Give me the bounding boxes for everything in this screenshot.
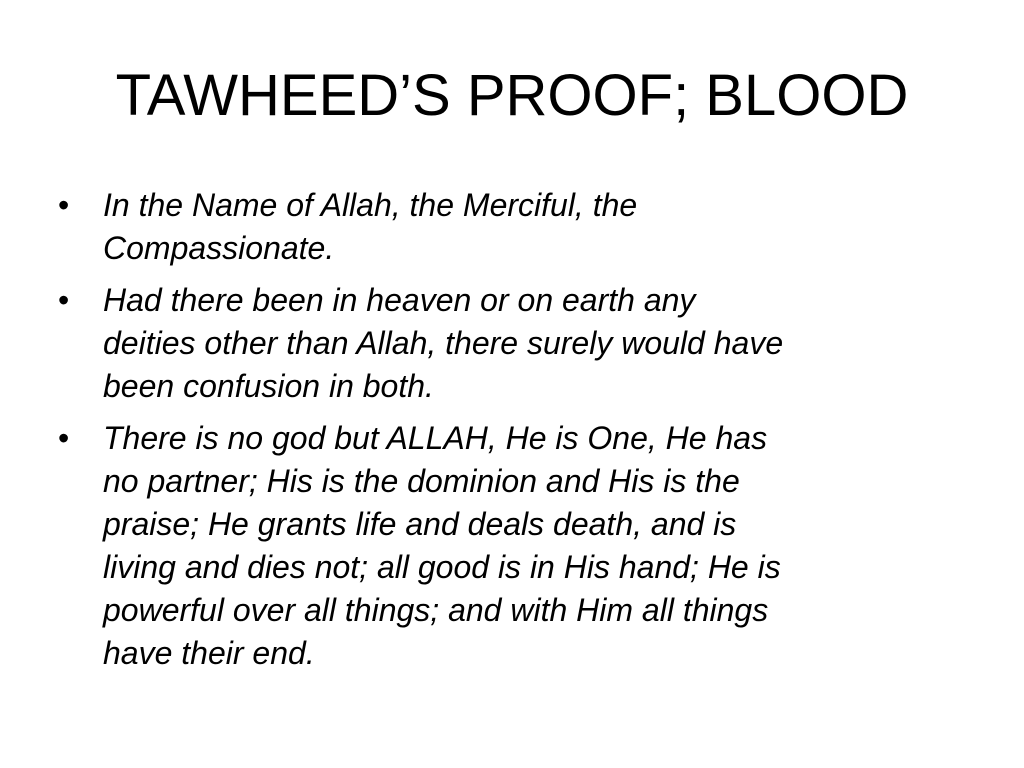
bullet-line: praise; He grants life and deals death, and is: [103, 506, 737, 542]
bullet-line: no partner; His is the dominion and His is the: [103, 463, 740, 499]
bullet-line: have their end.: [103, 635, 315, 671]
bullet-icon: •: [58, 187, 70, 223]
bullet-line: deities other than Allah, there surely would have: [103, 325, 784, 361]
bullet-list: [58, 184, 978, 684]
bullet-item-1: [58, 184, 978, 270]
bullet-line: Compassionate.: [103, 230, 335, 266]
bullet-icon: •: [58, 282, 70, 318]
bullet-item-2: [58, 279, 978, 408]
bullet-icon: •: [58, 420, 70, 456]
bullet-line: been confusion in both.: [103, 368, 434, 404]
bullet-line: Had there been in heaven or on earth any: [103, 282, 696, 318]
bullet-line: powerful over all things; and with Him all things: [103, 592, 769, 628]
bullet-item-3: [58, 417, 978, 675]
slide-title: TAWHEED’S PROOF; BLOOD: [115, 63, 909, 128]
bullet-line: living and dies not; all good is in His hand; He is: [103, 549, 781, 585]
bullet-line: In the Name of Allah, the Merciful, the: [103, 187, 638, 223]
bullet-line: There is no god but ALLAH, He is One, He has: [103, 420, 768, 456]
